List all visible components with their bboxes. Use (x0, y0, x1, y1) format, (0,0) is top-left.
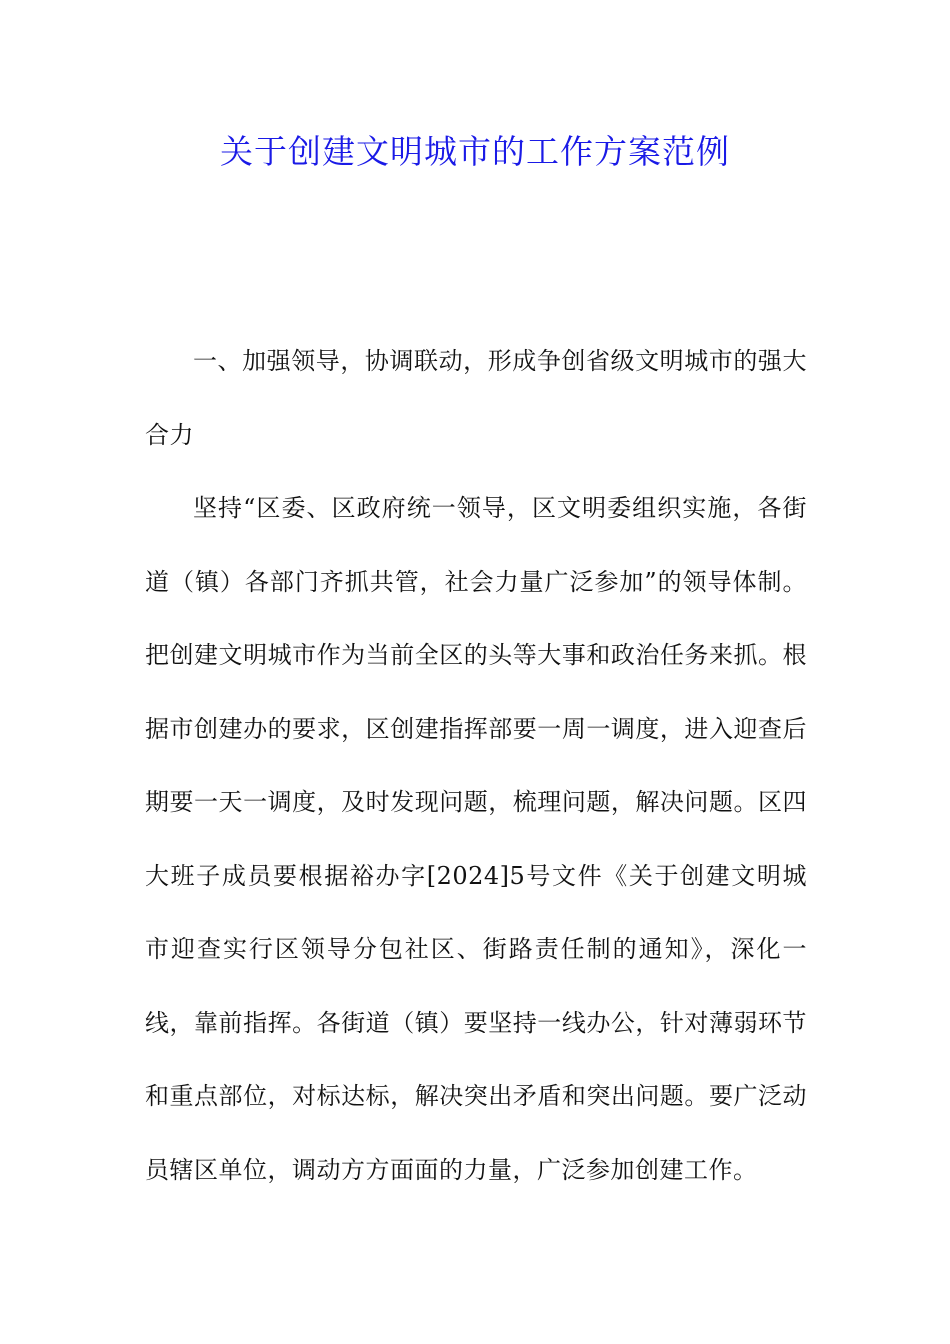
document-title: 关于创建文明城市的工作方案范例 (220, 132, 730, 171)
section-1-paragraph-1: 坚持“区委、区政府统一领导，区文明委组织实施，各街道（镇）各部门齐抓共管，社会力量广泛参加”的领导体制。把创建文明城市作为当前全区的头等大事和政治任务来抓。根据市创建办的要求，区创建指挥部要一周一调度，进入迎查后期要一天一调度，及时发现问题，梳理问题，解决问题。区四大班子成员要根据裕办字[2024]5号文件《关于创建文明城市迎查实行区领导分包社区、街路责任制的通知》，深化一线，靠前指挥。各街道（镇）要坚持一线办公，针对薄弱环节和重点部位，对标达标，解决突出矛盾和突出问题。要广泛动员辖区单位，调动方方面面的力量，广泛参加创建工作。 (145, 494, 807, 1184)
section-heading-1: 一、加强领导，协调联动，形成争创省级文明城市的强大合力 (145, 347, 807, 449)
